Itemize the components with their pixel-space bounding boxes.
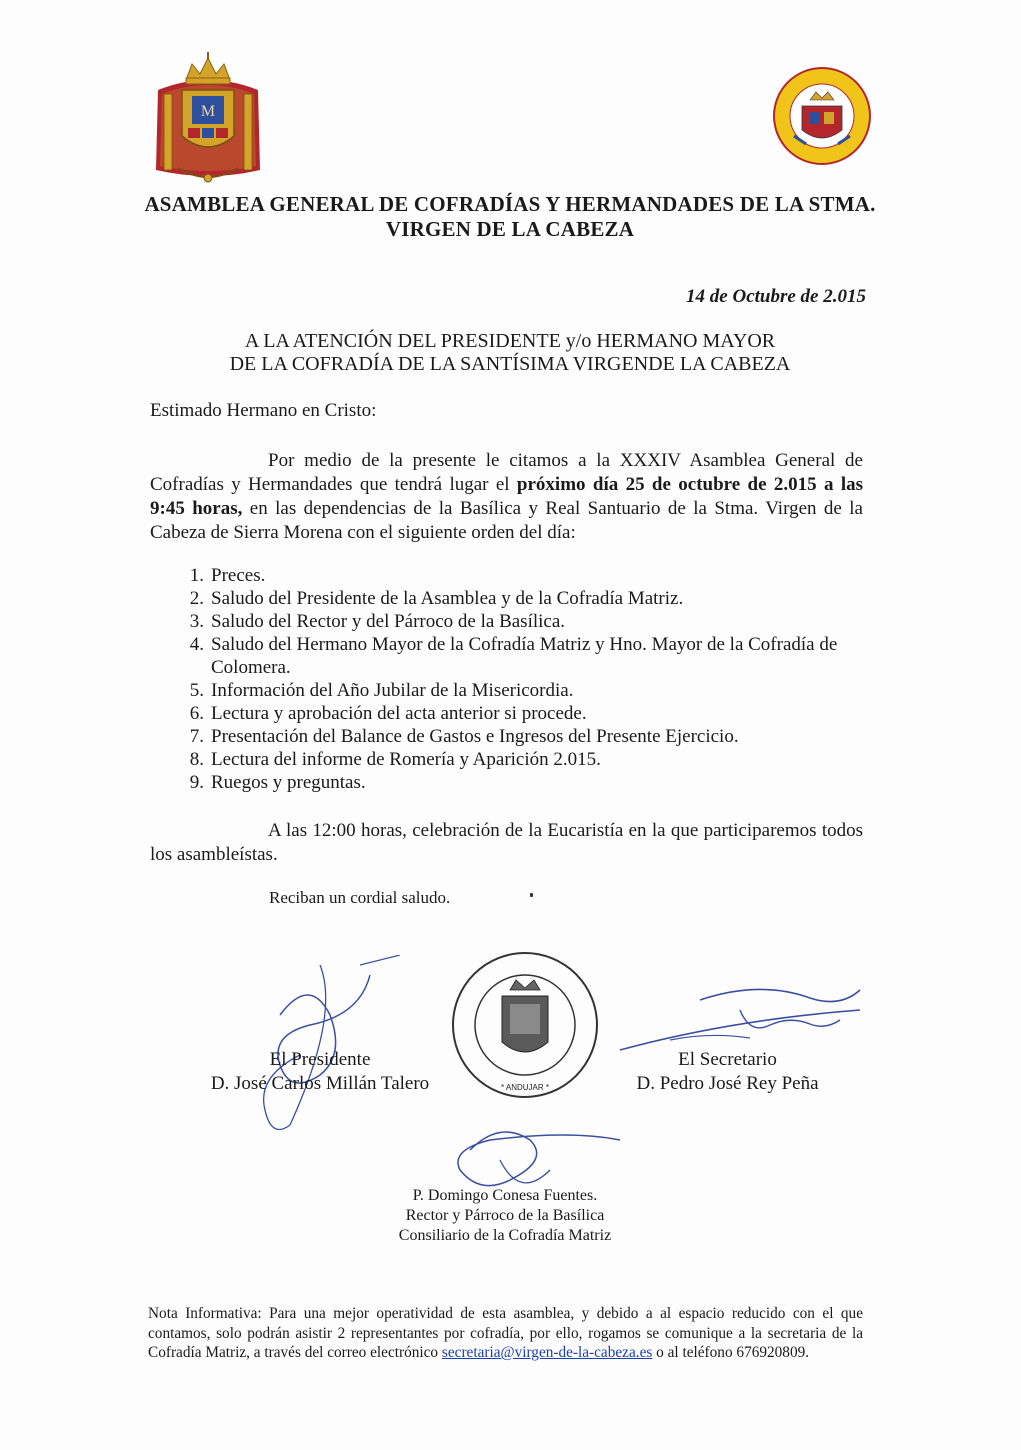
agenda-item [150,679,863,702]
title-line-2: VIRGEN DE LA CABEZA [385,217,635,241]
agenda-item [150,610,863,633]
agenda-item [150,748,863,771]
agenda-item-text: Ruegos y preguntas. [211,772,366,793]
agenda-item-text: Saludo del Presidente de la Asamblea y de la Cofradía Matriz. [211,588,684,609]
agenda-item-text: Preces. [211,565,266,586]
coat-of-arms-logo [148,50,268,190]
recipient-line-1: A LA ATENCIÓN DEL PRESIDENTE y/o HERMANO MAYOR [244,330,776,352]
agenda-item-text: Presentación del Balance de Gastos e Ingresos del Presente Ejercicio. [211,726,739,747]
agenda-item-number: 9. [189,772,204,793]
email-link[interactable]: secretaria@virgen-de-la-cabeza.es [441,1344,653,1361]
agenda-item [150,587,863,610]
agenda-item [150,633,863,679]
intro-paragraph [150,449,863,545]
letter-date: 14 de Octubre de 2.015 [686,286,866,307]
rector-name: P. Domingo Conesa Fuentes. [412,1187,598,1204]
agenda-item-number: 7. [189,726,204,747]
agenda-item-number: 6. [189,703,204,724]
rector-role-2: Consiliario de la Cofradía Matriz [398,1227,612,1244]
title-line-1: ASAMBLEA GENERAL DE COFRADÍAS Y HERMANDADES DE LA STMA. [144,192,876,216]
secretario-role: El Secretario [678,1049,777,1070]
agenda-item-text: Saludo del Rector y del Párroco de la Basílica. [211,611,566,632]
rector-role: Rector y Párroco de la Basílica [405,1207,605,1224]
agenda-item-number: 3. [189,611,204,632]
intro-text-b: en las dependencias de la Basílica y Real Santuario de la Stma. Virgen de la Cabeza de Sierra Morena con el siguiente orden del día: [150,498,863,543]
agenda-item-number: 4. [189,634,204,655]
informative-note [148,1304,863,1363]
nota-text-a: Nota Informativa: Para una mejor operatividad de esta asamblea, y debido a al espacio reducido con el que contamos, solo podrán asistir 2 representantes por cofradía, por ello, rogamos se comunique a la secretaria de la Cofradía Matriz, a través del correo electrónico [148,1305,863,1361]
agenda-item [150,702,863,725]
intro-text-a: Por medio de la presente le citamos a la XXXIV Asamblea General de Cofradías y Hermandades que tendrá lugar el [150,450,863,495]
basilica-seal-logo [772,66,872,166]
svg-text:M: M [200,103,216,120]
nota-text-b: o al teléfono 676920809. [652,1344,810,1361]
ink-speck [530,893,533,897]
rector-block [360,1186,650,1246]
agenda-item-number: 1. [189,565,204,586]
greeting: Estimado Hermano en Cristo: [150,400,377,421]
secretario-block [620,1048,835,1096]
presidente-name: D. José Carlos Millán Talero [210,1073,430,1094]
agenda-item-text: Lectura y aprobación del acta anterior si procede. [211,703,587,724]
agenda-item-text: Saludo del Hermano Mayor de la Cofradía Matriz y Hno. Mayor de la Cofradía de Colomera. [211,634,838,678]
secretario-name: D. Pedro José Rey Peña [636,1073,819,1094]
presidente-role: El Presidente [269,1049,371,1070]
closing-regards: Reciban un cordial saludo. [269,888,451,907]
recipient-line-2: DE LA COFRADÍA DE LA SANTÍSIMA VIRGENDE LA CABEZA [229,353,791,375]
agenda-item [150,771,863,794]
document-title [100,192,920,242]
svg-text:* ANDUJAR *: * ANDUJAR * [500,1083,550,1092]
presidente-block [200,1048,440,1096]
agenda-item-number: 2. [189,588,204,609]
agenda-item [150,564,863,587]
intro-date-bold: próximo día 25 de octubre de 2.015 a las 9:45 horas, [150,474,863,519]
agenda-item-text: Información del Año Jubilar de la Misericordia. [211,680,574,701]
eucaristia-paragraph: A las 12:00 horas, celebración de la Eucaristía en la que participaremos todos los asambleístas. [150,820,863,865]
agenda-item-number: 8. [189,749,204,770]
cofradia-seal-stamp [450,950,600,1100]
recipient-block [100,330,920,376]
agenda-item-text: Lectura del informe de Romería y Aparición 2.015. [211,749,601,770]
agenda-item-number: 5. [189,680,204,701]
agenda-item [150,725,863,748]
agenda-list [150,564,863,794]
